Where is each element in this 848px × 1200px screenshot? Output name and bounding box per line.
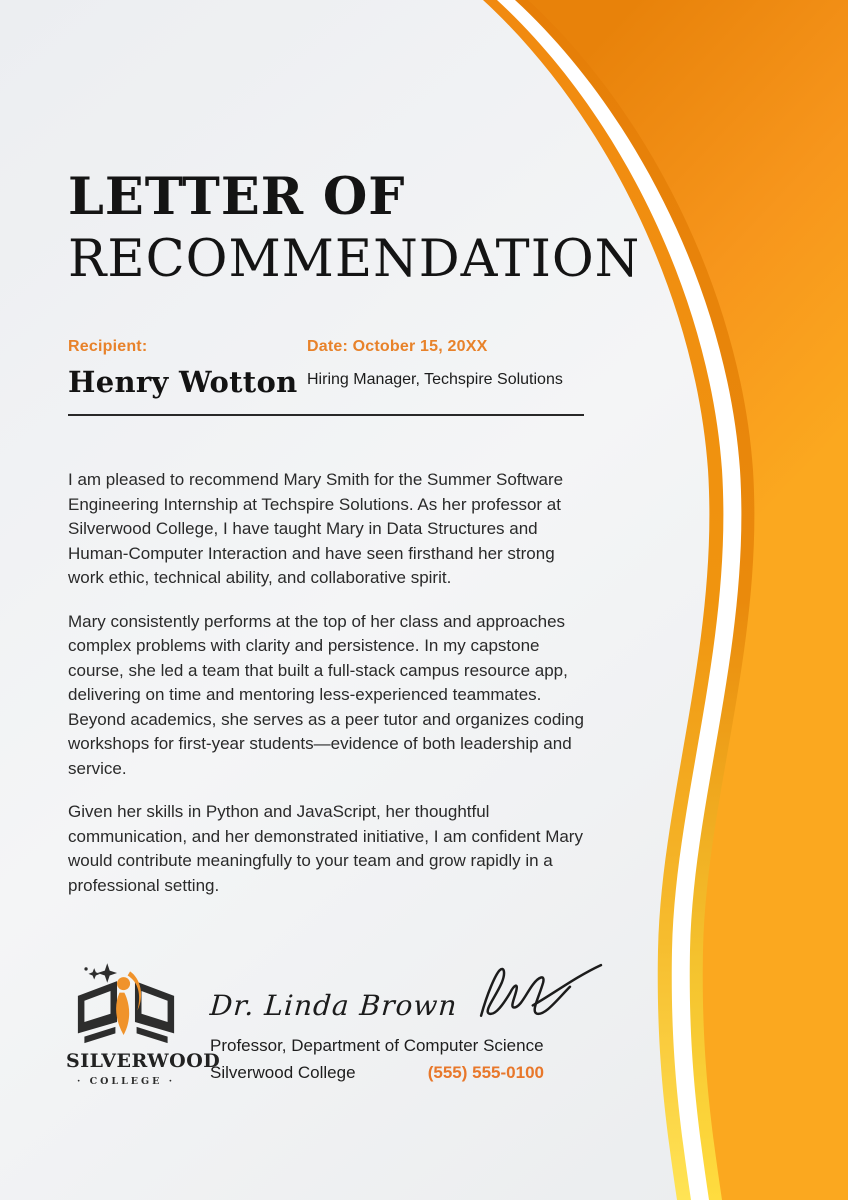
title-line-1: LETTER OF [68,167,406,227]
date-column [307,338,585,399]
paragraph-3: Given her skills in Python and JavaScript, her thoughtful communication, and her demonstrated initiative, I am confident Mary would contribute meaningfully to your team and grow rapidly in a professional setting. [68,802,583,895]
organization-name: Silverwood College [210,1063,356,1082]
organization-row [210,1063,544,1083]
paragraph-2: Mary consistently performs at the top of her class and approaches complex problems with clarity and persistence. In my capstone course, she led a team that built a full-stack campus resource app, delivering on time and mentoring less-experienced teammates. Beyond academics, she serves as a peer tutor and organizes coding workshops for first-year students—evidence of both leadership and service. [68,611,584,778]
page-title [68,166,641,292]
logo-subtitle: · COLLEGE · [76,1076,176,1087]
recipient-name: Henry Wotton [68,365,298,399]
signature-row [210,962,558,1022]
letter-body [68,468,585,898]
date-label: Date: October 15, 20XX [307,338,488,355]
title-line-2: RECOMMENDATION [68,230,641,289]
header-divider [68,414,584,416]
recipient-column [68,338,307,399]
recipient-label: Recipient: [68,338,148,355]
logo-sparkles [84,963,117,983]
college-logo [66,960,221,1087]
meta-block [68,338,585,399]
recipient-title: Hiring Manager, Techspire Solutions [307,371,563,388]
signatory-details [210,960,558,1083]
signature-block [66,960,558,1087]
letter-content [68,0,641,898]
paragraph-1: I am pleased to recommend Mary Smith for the Summer Software Engineering Internship at Techspire Solutions. As her professor at Silverwood College, I have taught Mary in Data Structures and Human-Computer Interaction and have seen firsthand her strong work ethic, technical ability, and collaborative spirit. [68,470,564,587]
logo-name: SILVERWOOD [66,1050,221,1072]
college-logo-icon [73,960,179,1048]
handwritten-signature-icon [471,962,609,1024]
signatory-name: Dr. Linda Brown [208,989,459,1022]
phone-number: (555) 555-0100 [427,1063,544,1082]
signatory-role: Professor, Department of Computer Science [210,1036,544,1055]
